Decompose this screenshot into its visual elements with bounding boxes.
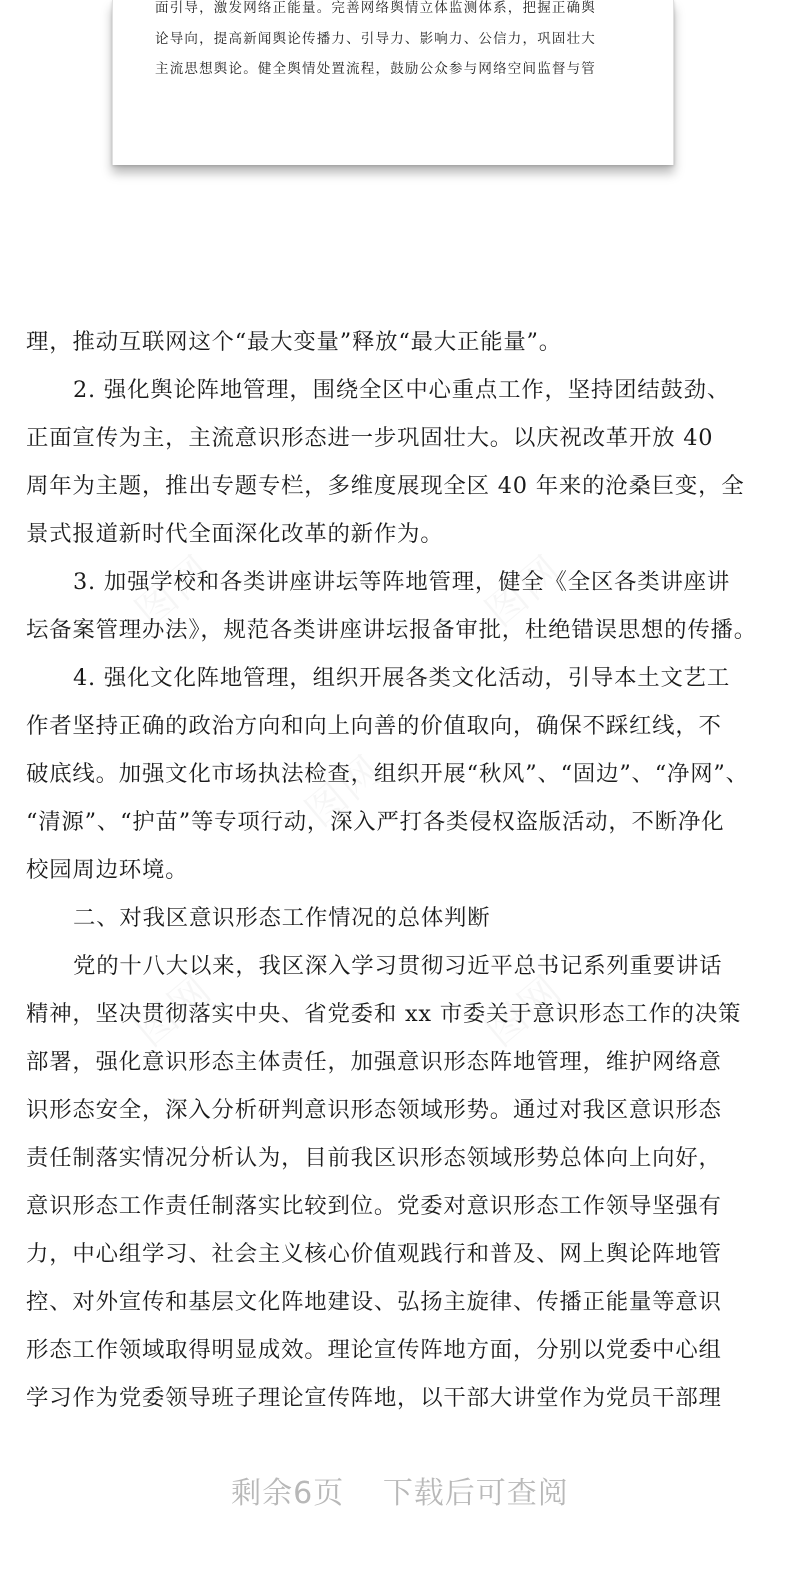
body-line: 3. 加强学校和各类讲座讲坛等阵地管理，健全《全区各类讲座讲 xyxy=(73,569,731,595)
body-line: 校园周边环境。 xyxy=(26,857,189,883)
body-line: 控、对外宣传和基层文化阵地建设、弘扬主旋律、传播正能量等意识 xyxy=(26,1289,722,1315)
body-line: 理，推动互联网这个“最大变量”释放“最大正能量”。 xyxy=(26,329,562,355)
preview-page-card xyxy=(112,0,674,165)
preview-line: 主流思想舆论。健全舆情处置流程，鼓励公众参与网络空间监督与管 xyxy=(155,61,596,77)
body-line: 正面宣传为主，主流意识形态进一步巩固壮大。以庆祝改革开放 40 xyxy=(26,425,714,451)
body-line: 破底线。加强文化市场执法检查，组织开展“秋风”、“固边”、“净网”、 xyxy=(26,761,749,787)
body-line: 学习作为党委领导班子理论宣传阵地，以干部大讲堂作为党员干部理 xyxy=(26,1385,722,1411)
preview-line: 论导向，提高新闻舆论传播力、引导力、影响力、公信力，巩固壮大 xyxy=(155,31,596,47)
body-line: 党的十八大以来，我区深入学习贯彻习近平总书记系列重要讲话 xyxy=(73,953,723,979)
body-line: 识形态安全，深入分析研判意识形态领域形势。通过对我区意识形态 xyxy=(26,1097,722,1123)
body-line: 2. 强化舆论阵地管理，围绕全区中心重点工作，坚持团结鼓劲、 xyxy=(73,377,731,403)
section-heading: 二、对我区意识形态工作情况的总体判断 xyxy=(73,905,491,931)
body-line: 意识形态工作责任制落实比较到位。党委对意识形态工作领导坚强有 xyxy=(26,1193,722,1219)
body-line: 景式报道新时代全面深化改革的新作为。 xyxy=(26,521,444,547)
body-line: 责任制落实情况分析认为，目前我区识形态领域形势总体向上向好， xyxy=(26,1145,722,1171)
preview-line: 面引导，激发网络正能量。完善网络舆情立体监测体系，把握正确舆 xyxy=(155,0,596,16)
body-line: 周年为主题，推出专题专栏，多维度展现全区 40 年来的沧桑巨变，全 xyxy=(26,473,745,499)
download-prompt[interactable] xyxy=(0,1468,800,1512)
body-line: 形态工作领域取得明显成效。理论宣传阵地方面，分别以党委中心组 xyxy=(26,1337,722,1363)
body-line: 精神，坚决贯彻落实中央、省党委和 xx 市委关于意识形态工作的决策 xyxy=(26,1001,742,1027)
body-line: 力，中心组学习、社会主义核心价值观践行和普及、网上舆论阵地管 xyxy=(26,1241,722,1267)
body-line: 部署，强化意识形态主体责任，加强意识形态阵地管理，维护网络意 xyxy=(26,1049,722,1075)
download-hint-label: 下载后可查阅 xyxy=(382,1476,569,1511)
body-line: 作者坚持正确的政治方向和向上向善的价值取向，确保不踩红线，不 xyxy=(26,713,722,739)
remaining-pages-label: 剩余6页 xyxy=(231,1476,345,1511)
body-line: 4. 强化文化阵地管理，组织开展各类文化活动，引导本土文艺工 xyxy=(73,665,731,691)
body-line: 坛备案管理办法》，规范各类讲座讲坛报备审批，杜绝错误思想的传播。 xyxy=(26,617,757,643)
body-line: “清源”、“护苗”等专项行动，深入严打各类侵权盗版活动，不断净化 xyxy=(26,809,725,835)
